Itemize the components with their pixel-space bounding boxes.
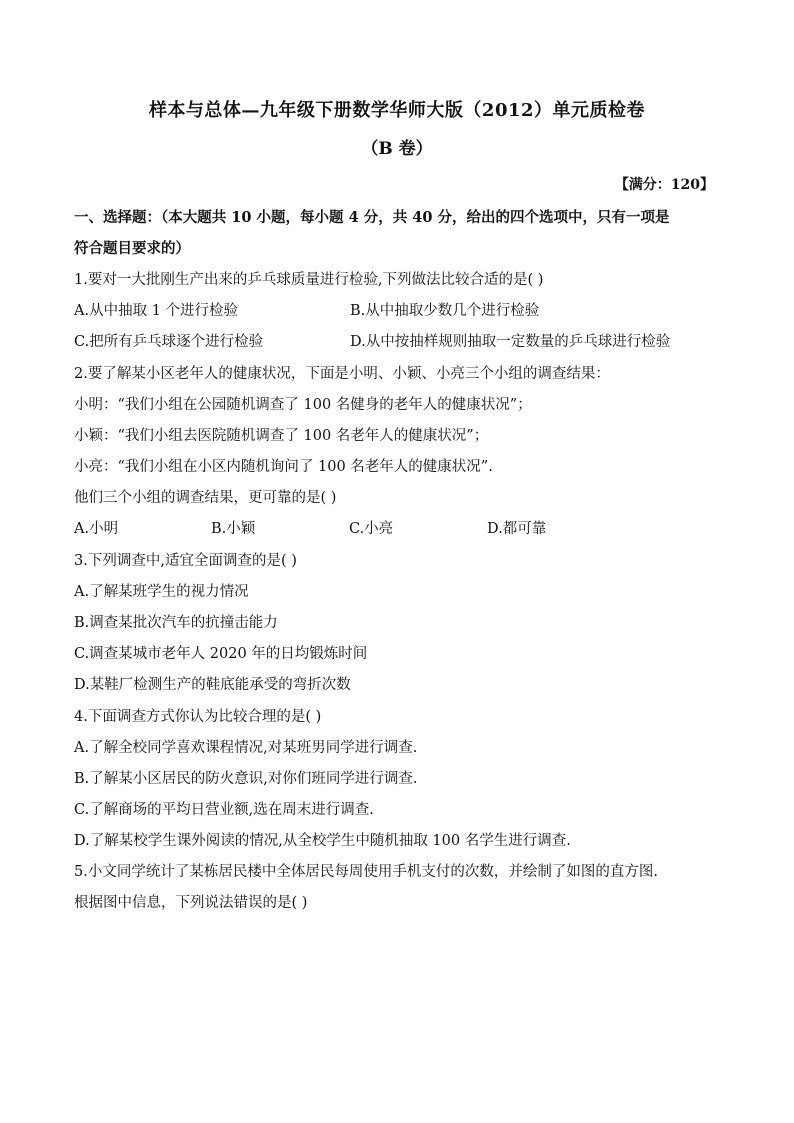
question-3-option-a: A.了解某班学生的视力情况 (74, 584, 249, 600)
page-title: 样本与总体—九年级下册数学华师大版（2012）单元质检卷 (148, 100, 646, 121)
question-3-option-c: C.调查某城市老年人 2020 年的日均锻炼时间 (74, 646, 368, 662)
question-4-option-c: C.了解商场的平均日营业额,选在周末进行调查. (74, 802, 374, 818)
question-2-prompt: 他们三个小组的调查结果，更可靠的是( ) (74, 490, 337, 506)
section-heading: 一、选择题：（本大题共 10 小题，每小题 4 分，共 40 分，给出的四个选项中，只有一项是 (74, 209, 670, 226)
question-4-option-a: A.了解全校同学喜欢课程情况,对某班男同学进行调查. (74, 740, 418, 756)
question-3-option-b: B.调查某批次汽车的抗撞击能力 (74, 615, 278, 631)
question-2-line-xiaoliang: 小亮：“我们小组在小区内随机询问了 100 名老年人的健康状况”. (74, 459, 493, 475)
question-2-stem: 2.要了解某小区老年人的健康状况，下面是小明、小颖、小亮三个小组的调查结果： (74, 366, 610, 382)
page-subtitle: （B 卷） (361, 139, 433, 159)
question-4-stem: 4.下面调查方式你认为比较合理的是( ) (74, 709, 322, 725)
question-4-option-b: B.了解某小区居民的防火意识,对你们班同学进行调查. (74, 771, 418, 787)
section-heading-cont: 符合题目要求的） (74, 240, 190, 257)
question-3-option-d: D.某鞋厂检测生产的鞋底能承受的弯折次数 (74, 677, 351, 693)
question-5-stem: 5.小文同学统计了某栋居民楼中全体居民每周使用手机支付的次数，并绘制了如图的直方图. (74, 864, 658, 880)
question-1-option-d: D.从中按抽样规则抽取一定数量的乒乓球进行检验 (350, 334, 671, 350)
full-score-label: 【满分：120】 (614, 177, 714, 193)
question-2-option-a: A.小明 (74, 521, 119, 537)
question-1-option-a: A.从中抽取 1 个进行检验 (74, 303, 239, 319)
question-2-line-xiaoying: 小颖：“我们小组去医院随机调查了 100 名老年人的健康状况”； (74, 428, 489, 444)
question-3-stem: 3.下列调查中,适宜全面调查的是( ) (74, 553, 297, 569)
question-2-option-c: C.小亮 (349, 521, 394, 537)
question-1-option-b: B.从中抽取少数几个进行检验 (350, 303, 540, 319)
question-2-line-xiaoming: 小明：“我们小组在公园随机调查了 100 名健身的老年人的健康状况”； (74, 397, 532, 413)
question-5-prompt: 根据图中信息，下列说法错误的是( ) (74, 895, 308, 911)
question-1-stem: 1.要对一大批刚生产出来的乒乓球质量进行检验,下列做法比较合适的是( ) (74, 272, 544, 288)
question-1-option-c: C.把所有乒乓球逐个进行检验 (74, 334, 264, 350)
question-2-option-d: D.都可靠 (487, 521, 547, 537)
question-2-option-b: B.小颖 (211, 521, 256, 537)
question-4-option-d: D.了解某校学生课外阅读的情况,从全校学生中随机抽取 100 名学生进行调查. (74, 833, 571, 849)
